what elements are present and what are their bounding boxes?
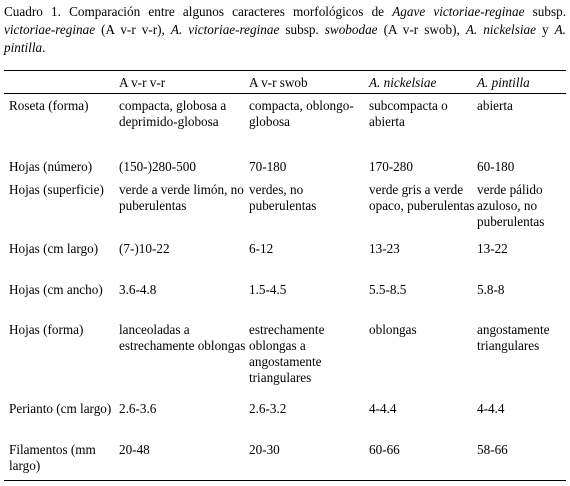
caption-taxon: A. pintilla — [4, 22, 566, 55]
table-cell: abierta — [477, 98, 513, 113]
table-cell: compacta, oblongo-globosa — [249, 98, 354, 129]
table-cell: 2.6-3.2 — [249, 401, 287, 416]
table-cell: (150-)280-500 — [119, 159, 196, 174]
table-cell: compacta, globosa a deprimido-globosa — [119, 98, 227, 129]
table-cell: 60-180 — [477, 159, 515, 174]
table-cell: 60-66 — [369, 442, 400, 457]
column-header-avr-vr: A v-r v-r — [119, 75, 166, 90]
table-cell: 58-66 — [477, 442, 508, 457]
table-cell: 5.5-8.5 — [369, 282, 407, 297]
row-label-hojas-forma: Hojas (forma) — [9, 322, 84, 337]
table-cell: subcompacta o abierta — [369, 98, 448, 129]
table-cell: angostamente triangulares — [477, 322, 550, 353]
table-cell: 13-23 — [369, 241, 400, 256]
table-cell: 20-48 — [119, 442, 150, 457]
table-cell: estrechamente oblongas a angostamente triangulares — [249, 322, 325, 385]
row-label-hojas-cm-largo: Hojas (cm largo) — [9, 241, 99, 256]
row-label-hojas-numero: Hojas (número) — [9, 159, 93, 174]
table-cell: verde a verde limón, no puberulentas — [119, 182, 244, 213]
row-label-roseta-forma: Roseta (forma) — [9, 98, 89, 113]
caption-text: y — [535, 22, 555, 37]
table-cell: verde pálido azuloso, no puberulentas — [477, 182, 545, 229]
table-cell: (7-)10-22 — [119, 241, 170, 256]
caption-taxon: victoriae-reginae — [4, 22, 96, 37]
table-header-rule — [4, 93, 566, 94]
caption-text: subsp. — [524, 4, 566, 19]
caption-taxon: swobodae — [324, 22, 378, 37]
table-cell: 13-22 — [477, 241, 508, 256]
column-header-avr-swob: A v-r swob — [249, 75, 308, 90]
caption-text: subsp. — [279, 22, 325, 37]
table-cell: lanceoladas a estrechamente oblongas — [119, 322, 246, 353]
table-cell: 2.6-3.6 — [119, 401, 157, 416]
table-cell: 6-12 — [249, 241, 274, 256]
caption-text: Cuadro 1. Comparación entre algunos caracteres morfológicos de — [4, 4, 393, 19]
column-header-pintilla: A. pintilla — [477, 75, 530, 90]
caption-text: (A v-r swob), — [377, 22, 466, 37]
table-cell: 5.8-8 — [477, 282, 505, 297]
table-cell: 20-30 — [249, 442, 280, 457]
caption-text: . — [42, 40, 46, 55]
table-caption — [4, 3, 566, 57]
caption-taxon: A. nickelsiae — [465, 22, 536, 37]
table-cell: 70-180 — [249, 159, 287, 174]
table-cell: 3.6-4.8 — [119, 282, 157, 297]
caption-taxon: A. victoriae-reginae — [170, 22, 280, 37]
row-label-filamentos-mm-largo: Filamentos (mm largo) — [9, 442, 96, 473]
table-cell: 4-4.4 — [477, 401, 505, 416]
table-cell: verdes, no puberulentas — [249, 182, 317, 213]
table-bottom-rule — [4, 480, 566, 481]
table-cell: oblongas — [369, 322, 417, 337]
caption-taxon: Agave victoriae-reginae — [392, 4, 525, 19]
table-cell: 170-280 — [369, 159, 413, 174]
table-cell: verde gris a verde opaco, puberulentas — [369, 182, 475, 213]
table-cell: 4-4.4 — [369, 401, 397, 416]
column-header-nickelsiae: A. nickelsiae — [369, 75, 437, 90]
table-cell: 1.5-4.5 — [249, 282, 287, 297]
row-label-perianto-cm-largo: Perianto (cm largo) — [9, 401, 112, 416]
row-label-hojas-superficie: Hojas (superficie) — [9, 182, 104, 197]
row-label-hojas-cm-ancho: Hojas (cm ancho) — [9, 282, 103, 297]
table-top-rule — [4, 70, 566, 71]
caption-text: (A v-r v-r), — [95, 22, 171, 37]
